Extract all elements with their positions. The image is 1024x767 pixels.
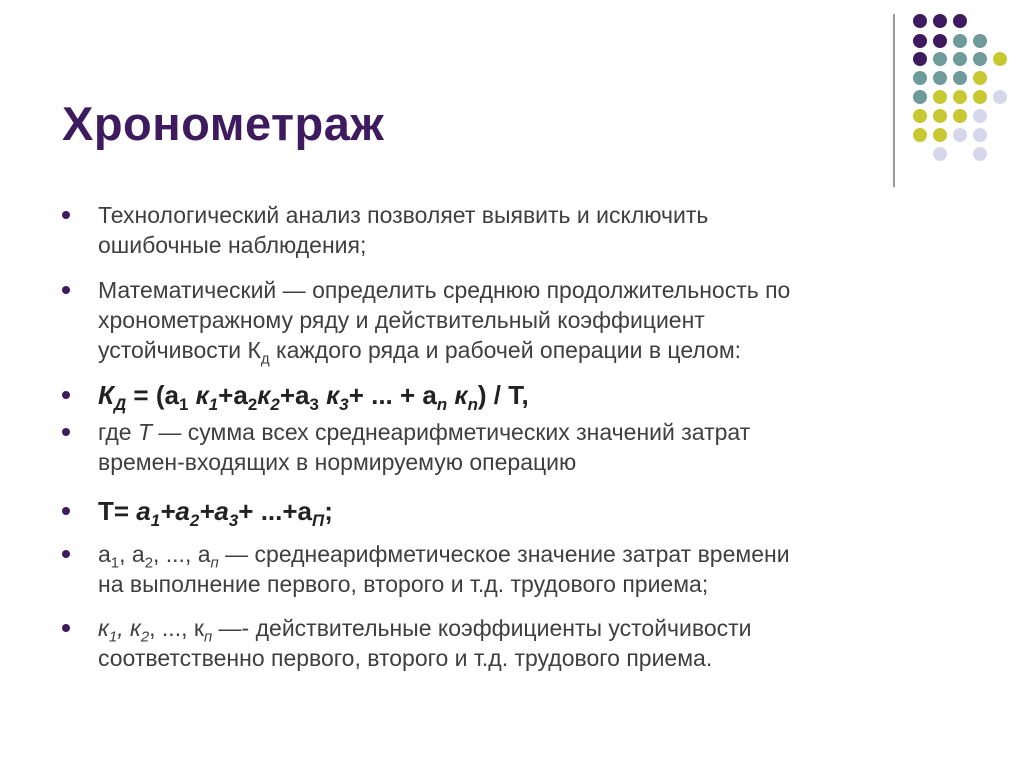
decorative-dot (973, 147, 987, 161)
item-line: $к_1$, $к_2$, ..., $к_п$ —- действительные коэффициенты устойчивости (98, 615, 752, 646)
bullet-icon (62, 624, 70, 632)
decorative-dot (973, 128, 987, 142)
decorative-dot (913, 34, 927, 48)
decorative-dot (913, 128, 927, 142)
bullet-icon (62, 428, 70, 436)
decorative-dot (973, 34, 987, 48)
decorative-dot (993, 52, 1007, 66)
decorative-dot (933, 109, 947, 123)
decorative-dot (913, 52, 927, 66)
decorative-dot (913, 71, 927, 85)
decorative-dot (953, 90, 967, 104)
decorative-dot (953, 71, 967, 85)
formula-kd: $К_Д = (а_1$ $к_1+а_2к_2+а_3$ $к_3+$ ... + $а_n$ $к_n$) / Т, (62, 379, 982, 411)
decorative-dot (993, 90, 1007, 104)
item-line: на выполнение первого, второго и т.д. трудового приема; (98, 571, 709, 597)
item-line: хронометражному ряду и действительный коэффициент (98, 307, 705, 333)
item-line: Технологический анализ позволяет выявить и исключить (98, 202, 709, 228)
list-item (62, 417, 982, 477)
bullet-icon (62, 550, 70, 558)
decorative-dot (933, 14, 947, 28)
list-item (62, 275, 982, 368)
decorative-divider (893, 14, 895, 187)
decorative-dot (953, 14, 967, 28)
item-line: устойчивости $К_д$ каждого ряда и рабочей операции в целом: (98, 337, 742, 368)
bullet-icon (62, 286, 70, 294)
decorative-dot (913, 90, 927, 104)
decorative-dot (913, 14, 927, 28)
decorative-dot (933, 147, 947, 161)
decorative-dot (933, 71, 947, 85)
decorative-dot (973, 109, 987, 123)
formula-t: $Т= а_1+а_2+а_3+ ...+а_П$; (62, 495, 982, 527)
item-line: соответственно первого, второго и т.д. трудового приема. (98, 645, 713, 671)
decorative-dot (933, 90, 947, 104)
decorative-dot (953, 128, 967, 142)
decorative-dot (953, 34, 967, 48)
bullet-icon (62, 211, 70, 219)
decorative-dot (973, 71, 987, 85)
decorative-dot (933, 128, 947, 142)
decorative-dot (913, 109, 927, 123)
list-item (62, 200, 982, 260)
bullet-icon (62, 507, 70, 515)
item-line: $а_1$, $а_2$, ..., $а_п$ — среднеарифметическое значение затрат времени (98, 541, 790, 572)
list-item (62, 613, 982, 673)
decorative-dot (953, 109, 967, 123)
decorative-dot (973, 52, 987, 66)
item-line: времен-входящих в нормируемую операцию (98, 449, 577, 475)
item-line: Математический — определить среднюю продолжительность по (98, 277, 791, 303)
item-line: где Т — сумма всех среднеарифметических значений затрат (98, 419, 751, 445)
list-item (62, 539, 982, 599)
bullet-icon (62, 391, 70, 399)
item-line: ошибочные наблюдения; (98, 232, 367, 258)
decorative-dot (933, 34, 947, 48)
bullet-list (62, 200, 982, 673)
decorative-dot (953, 52, 967, 66)
slide-title: Хронометраж (62, 97, 385, 150)
decorative-dot (973, 90, 987, 104)
decorative-dot (933, 52, 947, 66)
